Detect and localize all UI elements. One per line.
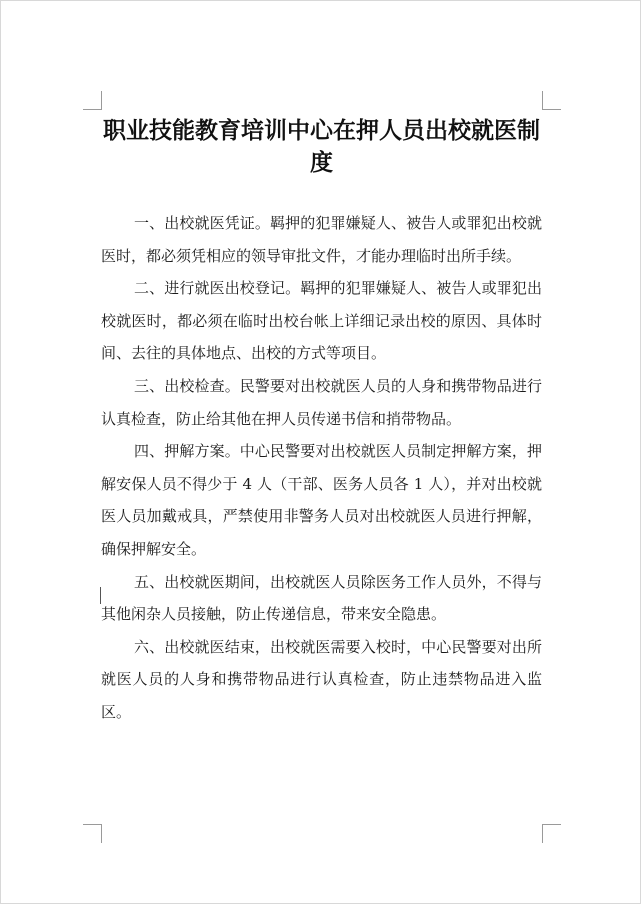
paragraph-1: 一、出校就医凭证。羁押的犯罪嫌疑人、被告人或罪犯出校就医时，都必须凭相应的领导审批文件，才能办理临时出所手续。 bbox=[101, 214, 542, 265]
paragraph-3: 三、出校检查。民警要对出校就医人员的人身和携带物品进行认真检查，防止给其他在押人员传递书信和捎带物品。 bbox=[101, 376, 542, 428]
paragraph-2: 二、进行就医出校登记。羁押的犯罪嫌疑人、被告人或罪犯出校就医时，都必须在临时出校台帐上详细记录出校的原因、具体时间、去往的具体地点、出校的方式等项目。 bbox=[101, 279, 542, 363]
margin-corner-bottom-right bbox=[542, 824, 561, 843]
margin-corner-top-left bbox=[83, 91, 102, 110]
margin-corner-top-right bbox=[542, 91, 561, 110]
paragraph-6: 六、出校就医结束，出校就医需要入校时，中心民警要对出所就医人员的人身和携带物品进行认真检查，防止违禁物品进入监区。 bbox=[101, 637, 542, 721]
margin-corner-bottom-left bbox=[83, 824, 102, 843]
paragraph-4: 四、押解方案。中心民警要对出校就医人员制定押解方案，押解安保人员不得少于 4 人（干部、医务人员各 1 人），并对出校就医人员加戴戒具，严禁使用非警务人员对出校就医人员进行押解，确保押解安全。 bbox=[101, 442, 542, 558]
paragraph-5: 五、出校就医期间，出校就医人员除医务工作人员外，不得与其他闲杂人员接触，防止传递信息，带来安全隐患。 bbox=[101, 572, 542, 624]
document-body[interactable] bbox=[101, 207, 542, 729]
text-cursor bbox=[100, 587, 101, 604]
document-title: 职业技能教育培训中心在押人员出校就医制度 bbox=[103, 117, 540, 176]
